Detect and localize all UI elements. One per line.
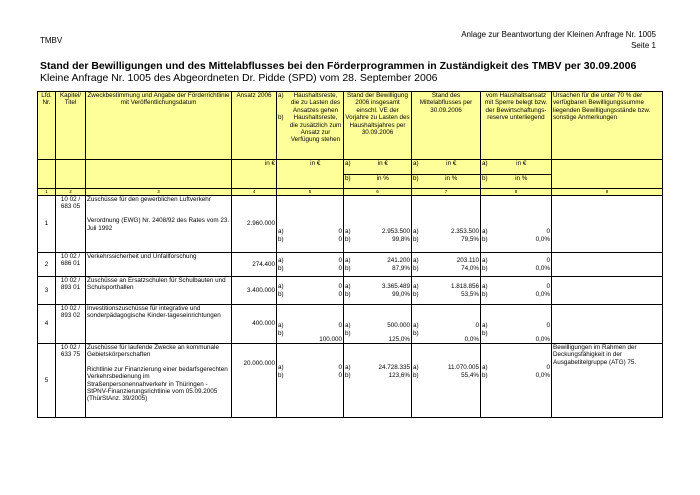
- colnum-8: 8: [481, 189, 552, 196]
- row-ansatz: 274.400: [232, 253, 277, 277]
- row-nr: 4: [38, 305, 56, 344]
- label-b: b): [277, 330, 288, 344]
- colnum-4: 4: [232, 189, 277, 196]
- label-a: a): [481, 277, 492, 291]
- th-reste: [277, 92, 344, 160]
- unit-abf-eur: in €: [423, 160, 481, 175]
- label-b: b): [344, 236, 355, 253]
- row-bew-b: 123,6%: [355, 372, 412, 418]
- unit-ansatz-eur: in €: [232, 160, 277, 175]
- row-kapitel: 10 02 / 893 02: [56, 305, 86, 344]
- row-reste-b: 0: [288, 236, 344, 253]
- row-sp-b: 0,0%: [492, 330, 552, 344]
- label-a: a): [481, 344, 492, 372]
- unit-bew-a: a): [344, 160, 355, 175]
- row-abf-b: 79,5%: [423, 236, 481, 253]
- label-b: b): [344, 291, 355, 305]
- unit-sp-eur: in €: [492, 160, 552, 175]
- label-a: a): [344, 196, 355, 236]
- row-abf-a: 0: [423, 305, 481, 330]
- label-a: a): [481, 305, 492, 330]
- label-a: a): [412, 196, 423, 236]
- label-a: a): [344, 253, 355, 265]
- unit-sp-b: b): [481, 175, 492, 189]
- row-reste-a: 0: [288, 253, 344, 265]
- label-a: a): [277, 277, 288, 291]
- data-table: [37, 91, 663, 418]
- row-reste-a: 0: [288, 305, 344, 330]
- row-sp-b: 0,0%: [492, 372, 552, 418]
- row-sp-a: 0: [492, 253, 552, 265]
- table-row: [38, 253, 663, 265]
- label-a: a): [277, 253, 288, 265]
- row-reste-a: 0: [288, 344, 344, 372]
- row-abf-a: 11.070.005: [423, 344, 481, 372]
- row-zweck: Verkehrssicherheit und Unfallforschung: [86, 253, 232, 277]
- row-kapitel: 10 02 / 683 05: [56, 196, 86, 253]
- label-b: b): [277, 236, 288, 253]
- row-abf-b: 74,0%: [423, 265, 481, 277]
- row-kapitel: 10 02 / 893 01: [56, 277, 86, 305]
- unit-sp-pct: in %: [492, 175, 552, 189]
- label-a: a): [277, 196, 288, 236]
- row-ansatz: 3.400.000: [232, 277, 277, 305]
- label-b: b): [481, 236, 492, 253]
- row-zweck: Investitionszuschüsse für integrative und sonderpädagogische Kinder-tageseinrichtungen: [86, 305, 232, 344]
- unit-bew-eur: in €: [355, 160, 412, 175]
- label-b: b): [412, 330, 423, 344]
- label-a: a): [344, 305, 355, 330]
- row-zweck: [86, 196, 232, 253]
- header-left: TMBV: [40, 36, 63, 45]
- row-anm: Bewilligungen im Rahmen der Deckungsfähigkeit in der Ausgabetitelgruppe (ATG) 75.: [552, 344, 663, 418]
- row-ansatz: 20.000.000: [232, 344, 277, 418]
- row-ansatz: 400.000: [232, 305, 277, 344]
- label-b: b): [412, 236, 423, 253]
- label-a: a): [481, 196, 492, 236]
- th-reste-a-text: Haushaltsreste, die zu Lasten des Ansatzes gehen: [290, 92, 341, 114]
- label-b: b): [277, 291, 288, 305]
- row-reste-a: 0: [288, 277, 344, 291]
- colnum-7: 7: [412, 189, 481, 196]
- row-bew-a: 241.200: [355, 253, 412, 265]
- th-reste-b-text: Haushaltsreste, die zusätzlich zum Ansatz zur Verfügung stehen: [289, 114, 342, 144]
- row-bew-b: 99,0%: [355, 291, 412, 305]
- row-bew-a: 2.953.500: [355, 196, 412, 236]
- colnum-2: 2: [56, 189, 86, 196]
- row-zweck-line: Zuschüsse für den gewerblichen Luftverkehr: [87, 196, 211, 203]
- row-sp-b: 0,0%: [492, 291, 552, 305]
- unit-sp-a: a): [481, 160, 492, 175]
- row-bew-b: 99,8%: [355, 236, 412, 253]
- row-abf-a: 1.818.856: [423, 277, 481, 291]
- label-b: b): [344, 330, 355, 344]
- row-bew-b: 125,0%: [355, 330, 412, 344]
- label-a: a): [412, 305, 423, 330]
- colnum-9: 9: [552, 189, 663, 196]
- row-nr: 5: [38, 344, 56, 418]
- row-sp-a: 0: [492, 305, 552, 330]
- row-sp-a: 0: [492, 277, 552, 291]
- row-zweck-line: Zuschüsse für laufende Zwecke an kommunale Gebietskörperschaften: [87, 344, 219, 359]
- row-abf-a: 2.353.500: [423, 196, 481, 236]
- label-a: a): [412, 277, 423, 291]
- label-a: a): [344, 344, 355, 372]
- row-anm: [552, 277, 663, 305]
- page-title: Stand der Bewilligungen und des Mittelabflusses bei den Förderprogrammen in Zuständigkeit des TMBV per 30.09.2006: [40, 60, 637, 72]
- header-right-line2: Seite 1: [631, 41, 656, 50]
- colnum-1: 1: [38, 189, 56, 196]
- header-right-line1: Anlage zur Beantwortung der Kleinen Anfrage Nr. 1005: [461, 30, 656, 39]
- label-a: a): [277, 305, 288, 330]
- row-anm: [552, 305, 663, 344]
- row-zweck: [86, 344, 232, 418]
- th-kapitel: Kapitel/ Titel: [56, 92, 86, 160]
- label-a: a): [412, 253, 423, 265]
- colnum-5: 5: [277, 189, 344, 196]
- label-b: b): [412, 291, 423, 305]
- row-reste-b: 0: [288, 372, 344, 418]
- label-a: a): [412, 344, 423, 372]
- row-bew-a: 500.000: [355, 305, 412, 330]
- label-b: b): [481, 330, 492, 344]
- row-kapitel: 10 02 / 633 75: [56, 344, 86, 418]
- row-anm: [552, 253, 663, 277]
- label-b: b): [277, 372, 288, 418]
- label-b: b): [481, 372, 492, 418]
- page-subtitle: Kleine Anfrage Nr. 1005 des Abgeordneten Dr. Pidde (SPD) vom 28. September 2006: [40, 72, 438, 84]
- th-lfd: Lfd. Nr.: [38, 92, 56, 160]
- table-row: [38, 277, 663, 291]
- row-anm: [552, 196, 663, 253]
- th-zweck: Zweckbestimmung und Angabe der Förderrichtlinie mit Veröffentlichungsdatum: [86, 92, 232, 160]
- unit-reste-eur: in €: [288, 160, 344, 175]
- table-row: [38, 196, 663, 236]
- row-nr: 2: [38, 253, 56, 277]
- header-right: [461, 29, 656, 51]
- unit-abf-a: a): [412, 160, 423, 175]
- row-zweck-detail: Richtlinie zur Finanzierung einer bedarfsgerechten Verkehrsbedienung im Straßenpersonennahverkehr in Thüringen - StPNV-Finanzierungsrichtlinie vom 05.09.2005 (ThürStAnz. 39/2005): [87, 365, 228, 403]
- row-reste-a: 0: [288, 196, 344, 236]
- colnum-3: 3: [86, 189, 232, 196]
- unit-bew-pct: in %: [355, 175, 412, 189]
- row-sp-a: 0: [492, 344, 552, 372]
- row-abf-b: 55,4%: [423, 372, 481, 418]
- row-abf-b: 53,5%: [423, 291, 481, 305]
- th-ansatz: Ansatz 2006: [232, 92, 277, 160]
- label-b: b): [344, 372, 355, 418]
- row-nr: 1: [38, 196, 56, 253]
- label-a: a): [277, 344, 288, 372]
- label-b: b): [481, 291, 492, 305]
- table-row: [38, 305, 663, 330]
- label-b: b): [412, 265, 423, 277]
- row-zweck-detail: Verordnung (EWG) Nr. 2408/92 des Rates vom 23. Juli 1992: [87, 217, 230, 232]
- row-abf-b: 0,0%: [423, 330, 481, 344]
- row-abf-a: 203.110: [423, 253, 481, 265]
- row-ansatz: 2.960.000: [232, 196, 277, 253]
- row-sp-b: 0,0%: [492, 265, 552, 277]
- unit-bew-b: b): [344, 175, 355, 189]
- row-bew-a: 3.365.489: [355, 277, 412, 291]
- th-ursachen: Ursachen für die unter 70 % der verfügbaren Bewilligungssumme liegenden Bewilligungsstände bzw. sonstige Anmerkungen: [552, 92, 663, 160]
- row-zweck: Zuschüsse an Ersatzschulen für Schulbauten und Schulsporthallen: [86, 277, 232, 305]
- unit-abf-pct: in %: [423, 175, 481, 189]
- colnum-6: 6: [344, 189, 412, 196]
- th-reste-b-label: b): [278, 114, 284, 122]
- label-a: a): [481, 253, 492, 265]
- unit-abf-b: b): [412, 175, 423, 189]
- row-reste-b: 0: [288, 291, 344, 305]
- row-sp-b: 0,0%: [492, 236, 552, 253]
- row-reste-b: 0: [288, 265, 344, 277]
- label-b: b): [412, 372, 423, 418]
- th-mittelabfluss: Stand des Mittelabflusses per 30.09.2006: [412, 92, 481, 160]
- label-b: b): [481, 265, 492, 277]
- row-reste-b: 100.000: [288, 330, 344, 344]
- th-reste-a-label: a): [278, 92, 284, 99]
- label-b: b): [344, 265, 355, 277]
- th-sperre: vom Haushaltsansatz mit Sperre belegt bzw. der Bewirtschaftungs-reserve unterliegend: [481, 92, 552, 160]
- th-bewilligung: Stand der Bewilligung 2006 insgesamt einschl. VE der Vorjahre zu Lasten des Haushaltsjahres per 30.09.2006: [344, 92, 412, 160]
- label-b: b): [277, 265, 288, 277]
- row-sp-a: 0: [492, 196, 552, 236]
- row-kapitel: 10 02 / 686 01: [56, 253, 86, 277]
- label-a: a): [344, 277, 355, 291]
- table-row: [38, 344, 663, 372]
- row-bew-a: 24.728.335: [355, 344, 412, 372]
- row-nr: 3: [38, 277, 56, 305]
- row-bew-b: 87,9%: [355, 265, 412, 277]
